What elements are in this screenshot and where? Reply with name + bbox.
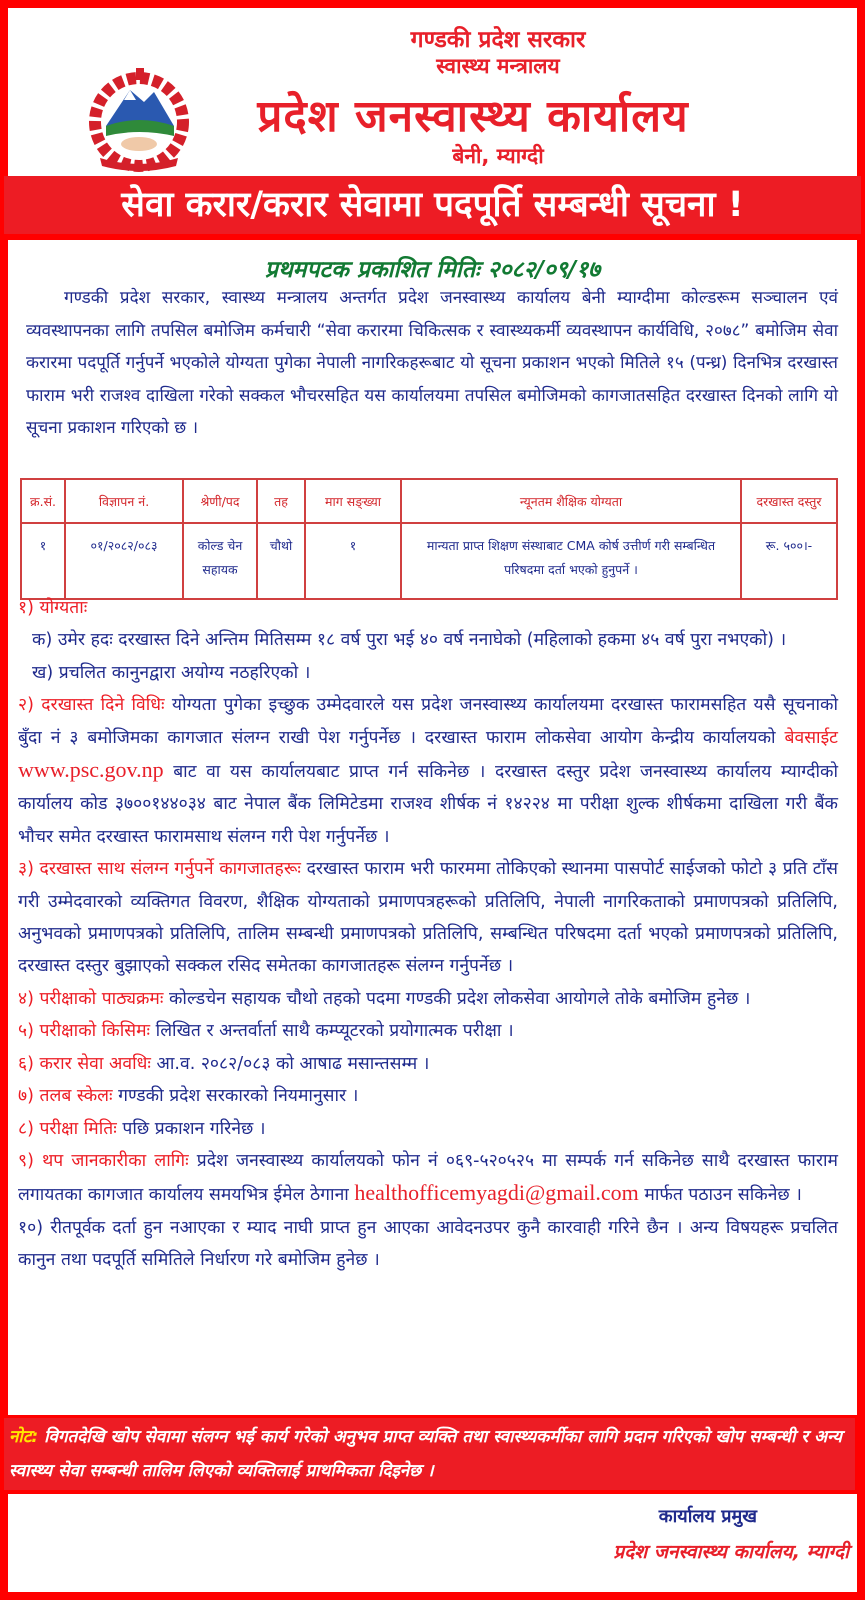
- notice-sections: [18, 592, 838, 1277]
- section-salary: [18, 1080, 838, 1112]
- section-other: [18, 1212, 838, 1277]
- section-label: ७) तलब स्केलः: [18, 1086, 113, 1107]
- cell-fee: रू. ५००।-: [741, 523, 837, 599]
- vacancy-table: [20, 478, 838, 600]
- signatory-title: कार्यालय प्रमुख: [658, 1506, 757, 1527]
- col-serial: क्र.सं.: [21, 479, 65, 523]
- section-label: ३) दरखास्त साथ संलग्न गर्नुपर्ने कागजातहरूः: [18, 859, 301, 880]
- section-text: बाट वा यस कार्यालयबाट प्राप्त गर्न सकिनेछ । दरखास्त दस्तुर प्रदेश जनस्वास्थ्य कार्यालय म्याग्दीको कार्यालय कोड ३७००१४४०३४ बाट नेपाल बैंक लिमिटेडमा राजश्व शीर्षक नं १४२२४ मा परीक्षा शुल्क शीर्षकमा दाखिला गरी बैंक भौचर समेत दरखास्त फारामसाथ संलग्न गरी पेश गर्नुपर्नेछ ।: [18, 762, 838, 847]
- section-exam-type: [18, 1015, 838, 1047]
- table-row: [21, 523, 837, 599]
- section-label: २) दरखास्त दिने विधिः: [18, 695, 165, 716]
- section-label: ६) करार सेवा अवधिः: [18, 1053, 151, 1074]
- section-text: आ.व. २०८२/०८३ को आषाढ मसान्तसम्म ।: [156, 1053, 430, 1074]
- header: [8, 8, 857, 176]
- col-fee: दरखास्त दस्तुर: [741, 479, 837, 523]
- notice-body: [8, 240, 857, 1415]
- psc-website-link[interactable]: www.psc.gov.np: [18, 757, 164, 783]
- section-label: १) योग्यताः: [18, 598, 88, 618]
- email-link[interactable]: healthofficemyagdi@gmail.com: [354, 1180, 639, 1206]
- section-contact: [18, 1145, 838, 1212]
- section-text: योग्यता पुगेका इच्छुक उम्मेदवारले यस प्रदेश जनस्वास्थ्य कार्यालयमा दरखास्त फारामसहित यसै सूचनाको बुँदा नं ३ बमोजिमका कागजात संलग्न राखी पेश गर्नुपर्नेछ । दरखास्त फाराम लोकसेवा आयोग केन्द्रीय कार्यालयको: [18, 695, 838, 748]
- col-ad-number: विज्ञापन नं.: [65, 479, 183, 523]
- priority-note: [4, 1418, 855, 1490]
- cell-demand: १: [305, 523, 401, 599]
- section-text: कोल्डचेन सहायक चौथो तहको पदमा गण्डकी प्रदेश लोकसेवा आयोगले तोके बमोजिम हुनेछ ।: [168, 988, 751, 1009]
- section-text: लिखित र अन्तर्वार्ता साथै कम्प्यूटरको प्रयोगात्मक परीक्षा ।: [155, 1021, 514, 1042]
- ministry-name: स्वास्थ्य मन्त्रालय: [436, 54, 560, 78]
- section-application-method: [18, 689, 838, 853]
- section-label: ५) परीक्षाको किसिमः: [18, 1021, 151, 1042]
- section-text: गण्डकी प्रदेश सरकारको नियमानुसार ।: [118, 1086, 359, 1107]
- col-demand: माग सङ्ख्या: [305, 479, 401, 523]
- notice-title: सेवा करार/करार सेवामा पदपूर्ति सम्बन्धी सूचना !: [4, 176, 861, 234]
- cell-ad-number: ०१/२०८२/०८३: [65, 523, 183, 599]
- section-text: प्रदेश जनस्वास्थ्य कार्यालयको फोन नं ०६९-५२०५२५ मा सम्पर्क गर्न सकिनेछ साथै दरखास्त फाराम लगायतका कागजात कार्यालय समयभित्र ईमेल ठेगाना: [18, 1150, 838, 1206]
- col-post: श्रेणी/पद: [183, 479, 257, 523]
- office-location: बेनी, म्याग्दी: [452, 144, 544, 168]
- section-contract-period: [18, 1048, 838, 1080]
- office-name: प्रदेश जनस्वास्थ्य कार्यालय: [257, 91, 689, 142]
- note-label: नोट:: [9, 1427, 39, 1447]
- section-label: ९) थप जानकारीका लागिः: [18, 1150, 189, 1171]
- section-text: रीतपूर्वक दर्ता हुन नआएका र म्याद नाघी प्राप्त हुन आएका आवेदनउपर कुनै कारवाही गरिने छैन । अन्य विषयहरू प्रचलित कानुन तथा पदपूर्ति समितिले निर्धारण गरे बमोजिम हुनेछ ।: [18, 1217, 838, 1271]
- section-text: मार्फत पठाउन सकिनेछ ।: [644, 1185, 802, 1206]
- section-label: १०): [18, 1217, 44, 1238]
- cell-post: कोल्ड चेन सहायक: [183, 523, 257, 599]
- cell-serial: १: [21, 523, 65, 599]
- section-text: पछि प्रकाशन गरिनेछ ।: [122, 1118, 266, 1139]
- section-label: ८) परीक्षा मितिः: [18, 1118, 117, 1139]
- signatory-office: प्रदेश जनस्वास्थ्य कार्यालय, म्याग्दी: [613, 1541, 849, 1563]
- section-label: ४) परीक्षाको पाठ्यक्रमः: [18, 988, 164, 1009]
- intro-paragraph: गण्डकी प्रदेश सरकार, स्वास्थ्य मन्त्रालय अन्तर्गत प्रदेश जनस्वास्थ्य कार्यालय बेनी म्याग्दीमा कोल्डरूम सञ्चालन एवं व्यवस्थापनका लागि तपसिल बमोजिम कर्मचारी “सेवा करारमा चिकित्सक र स्वास्थ्यकर्मी व्यवस्थापन कार्यविधि, २०७८” बमोजिम सेवा करारमा पदपूर्ति गर्नुपर्ने भएकोले योग्यता पुगेका नेपाली नागरिकहरूबाट यो सूचना प्रकाशन भएको मितिले १५ (पन्ध्र) दिनभित्र दरखास्त फाराम भरी राजश्व दाखिला गरेको सक्कल भौचरसहित यस कार्यालयमा तपसिल बमोजिमको कागजातसहित दरखास्त दिनको लागि यो सूचना प्रकाशन गरिएको छ ।: [26, 288, 838, 438]
- section-documents: [18, 853, 838, 983]
- section-syllabus: [18, 983, 838, 1015]
- eligibility-law: ख) प्रचलित कानुनद्वारा अयोग्य नठहरिएको ।: [32, 662, 311, 683]
- eligibility-age: क) उमेर हदः दरखास्त दिने अन्तिम मितिसम्म १८ वर्ष पुरा भई ४० वर्ष ननाघेको (महिलाको हकमा ४५ वर्ष पुरा नभएको) ।: [32, 630, 787, 651]
- section-eligibility: [18, 592, 838, 624]
- signature-block: [8, 1494, 857, 1592]
- cell-level: चौथो: [257, 523, 305, 599]
- table-header-row: [21, 479, 837, 523]
- note-text: विगतदेखि खोप सेवामा संलग्न भई कार्य गरेको अनुभव प्राप्त व्यक्ति तथा स्वास्थ्यकर्मीका लागि प्रदान गरिएको खोप सम्बन्धी र अन्य स्वास्थ्य सेवा सम्बन्धी तालिम लिएको व्यक्तिलाई प्राथमिकता दिइनेछ ।: [9, 1427, 843, 1481]
- section-text: दरखास्त फाराम भरी फारममा तोकिएको स्थानमा पासपोर्ट साईजको फोटो ३ प्रति टाँस गरी उम्मेदवारको व्यक्तिगत विवरण, शैक्षिक योग्यताको प्रमाणपत्रहरूको प्रतिलिपि, नेपाली नागरिकताको प्रमाणपत्रको प्रतिलिपि, अनुभवको प्रमाणपत्रको प्रतिलिपि, तालिम सम्बन्धी प्रमाणपत्रको प्रतिलिपि, सम्बन्धित परिषदमा दर्ता भएको प्रमाणपत्रको प्रतिलिपि, दरखास्त दस्तुर बुझाएको सक्कल रसिद समेतका कागजातहरू संलग्न गर्नुपर्नेछ ।: [18, 859, 838, 977]
- website-label: बेवसाईट: [784, 727, 838, 748]
- government-name: गण्डकी प्रदेश सरकार: [410, 27, 586, 53]
- publication-date: प्रथमपटक प्रकाशित मितिः २०८२/०९/१७: [264, 257, 601, 283]
- cell-qualification: मान्यता प्राप्त शिक्षण संस्थाबाट CMA कोर्ष उत्तीर्ण गरी सम्बन्धित परिषदमा दर्ता भएको हुनुपर्ने ।: [401, 523, 741, 599]
- col-qualification: न्यूनतम शैक्षिक योग्यता: [401, 479, 741, 523]
- col-level: तह: [257, 479, 305, 523]
- section-exam-date: [18, 1113, 838, 1145]
